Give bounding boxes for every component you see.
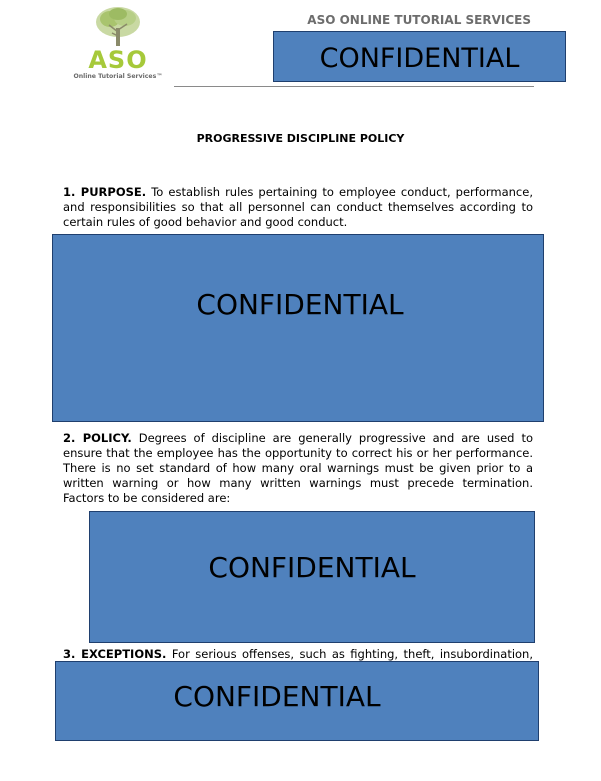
company-name: ASO ONLINE TUTORIAL SERVICES	[307, 13, 531, 27]
logo-text: ASO	[88, 46, 148, 74]
redaction-block: CONFIDENTIAL	[89, 511, 535, 643]
logo-subtitle: Online Tutorial Services™	[73, 73, 163, 80]
section-text: Degrees of discipline are generally progressive and are used to ensure that the employee has the opportunity to correct his or her performance. There is no set standard of how many oral warnings must be given prior to a written warning or how many written warnings must precede termination. Factors to be considered are:	[63, 431, 533, 505]
section-exceptions	[63, 647, 533, 662]
confidential-header-label: CONFIDENTIAL	[273, 31, 566, 82]
document-title: PROGRESSIVE DISCIPLINE POLICY	[196, 132, 405, 145]
section-heading: 3. EXCEPTIONS.	[63, 647, 167, 661]
section-policy	[63, 431, 533, 506]
section-text: To establish rules pertaining to employee conduct, performance, and responsibilities so that all personnel can conduct themselves according to certain rules of good behavior and good conduct.	[63, 185, 533, 229]
section-text: For serious offenses, such as fighting, theft, insubordination,	[171, 647, 533, 661]
section-heading: 1. PURPOSE.	[63, 185, 147, 199]
section-purpose	[63, 185, 533, 230]
header-divider	[174, 86, 534, 87]
redaction-block: CONFIDENTIAL	[52, 234, 544, 422]
redaction-block: CONFIDENTIAL	[55, 661, 539, 741]
tree-icon	[92, 6, 144, 48]
company-logo	[62, 6, 174, 82]
section-heading: 2. POLICY.	[63, 431, 132, 445]
